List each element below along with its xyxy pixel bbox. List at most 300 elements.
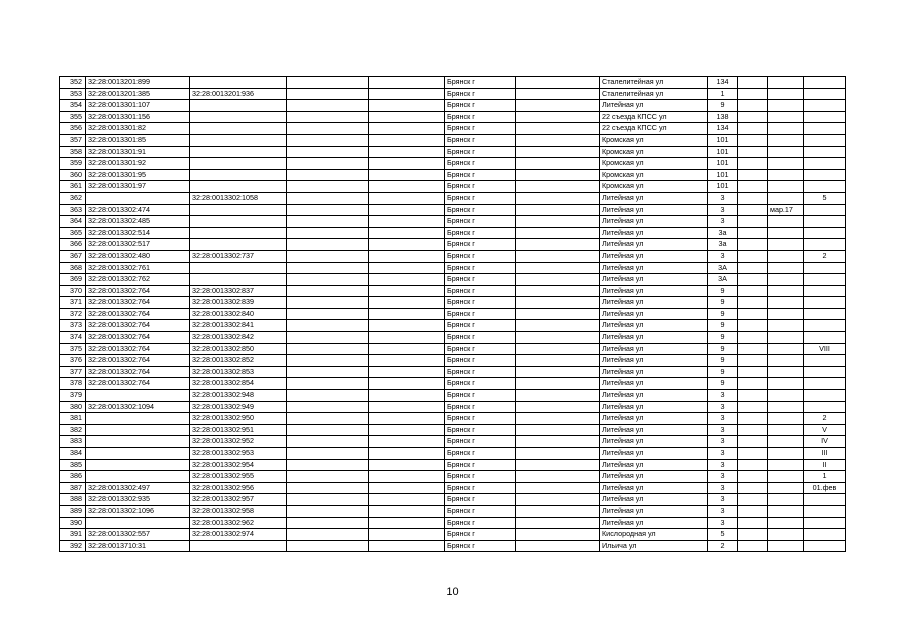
cell-cadastral-number: 32:28:0013302:764 — [86, 297, 190, 309]
cell-col-7 — [516, 355, 600, 367]
cell-cadastral-number: 32:28:0013710:31 — [86, 540, 190, 552]
cell-col-4 — [287, 366, 369, 378]
cell-room-cadastral-number: 32:28:0013302:957 — [190, 494, 287, 506]
cell-col-5 — [369, 285, 445, 297]
cell-col-5 — [369, 297, 445, 309]
cell-city: Брянск г — [445, 262, 516, 274]
cell-col-10 — [738, 285, 768, 297]
cell-col-5 — [369, 401, 445, 413]
cell-room-cadastral-number: 32:28:0013302:956 — [190, 482, 287, 494]
cell-apartment — [804, 517, 846, 529]
cell-room-cadastral-number: 32:28:0013302:853 — [190, 366, 287, 378]
cell-col-5 — [369, 77, 445, 89]
cell-street: Литейная ул — [600, 343, 708, 355]
cell-street: Литейная ул — [600, 192, 708, 204]
cell-apartment — [804, 332, 846, 344]
cell-col-10 — [738, 308, 768, 320]
cell-street: Литейная ул — [600, 250, 708, 262]
page-number: 10 — [446, 586, 459, 598]
cell-city: Брянск г — [445, 355, 516, 367]
cell-city: Брянск г — [445, 88, 516, 100]
cell-col-4 — [287, 100, 369, 112]
cell-cadastral-number: 32:28:0013201:899 — [86, 77, 190, 89]
table-row — [60, 204, 846, 216]
cell-col-11 — [768, 100, 804, 112]
cell-col-7 — [516, 100, 600, 112]
cell-col-7 — [516, 181, 600, 193]
table-row — [60, 100, 846, 112]
cell-city: Брянск г — [445, 239, 516, 251]
cell-room-cadastral-number: 32:28:0013302:737 — [190, 250, 287, 262]
cell-apartment — [804, 100, 846, 112]
cell-row-number: 392 — [60, 540, 86, 552]
cell-room-cadastral-number — [190, 169, 287, 181]
cell-col-5 — [369, 459, 445, 471]
cell-col-11 — [768, 505, 804, 517]
cell-room-cadastral-number — [190, 262, 287, 274]
table-row — [60, 320, 846, 332]
table-row — [60, 308, 846, 320]
cell-col-11 — [768, 529, 804, 541]
cell-house-number: 3 — [708, 204, 738, 216]
cell-row-number: 356 — [60, 123, 86, 135]
cell-col-4 — [287, 517, 369, 529]
cell-col-5 — [369, 262, 445, 274]
table-row — [60, 274, 846, 286]
cell-col-11 — [768, 424, 804, 436]
cell-apartment: 2 — [804, 250, 846, 262]
cell-room-cadastral-number — [190, 158, 287, 170]
cell-row-number: 391 — [60, 529, 86, 541]
cell-house-number: 2 — [708, 540, 738, 552]
cell-room-cadastral-number: 32:28:0013302:949 — [190, 401, 287, 413]
cell-col-7 — [516, 436, 600, 448]
cell-col-10 — [738, 448, 768, 460]
cell-apartment — [804, 77, 846, 89]
cell-col-5 — [369, 250, 445, 262]
cell-street: Литейная ул — [600, 262, 708, 274]
cell-city: Брянск г — [445, 413, 516, 425]
cell-col-4 — [287, 482, 369, 494]
cell-col-10 — [738, 100, 768, 112]
cell-house-number: 3 — [708, 192, 738, 204]
cell-apartment: 5 — [804, 192, 846, 204]
cell-street: Литейная ул — [600, 355, 708, 367]
cell-city: Брянск г — [445, 134, 516, 146]
cell-city: Брянск г — [445, 366, 516, 378]
cell-col-7 — [516, 262, 600, 274]
cell-street: Литейная ул — [600, 401, 708, 413]
cell-house-number: 3 — [708, 250, 738, 262]
cell-cadastral-number: 32:28:0013302:474 — [86, 204, 190, 216]
cell-house-number: 3 — [708, 505, 738, 517]
cell-row-number: 382 — [60, 424, 86, 436]
cell-col-7 — [516, 123, 600, 135]
table-row — [60, 366, 846, 378]
cell-col-4 — [287, 297, 369, 309]
cell-col-5 — [369, 100, 445, 112]
cell-city: Брянск г — [445, 332, 516, 344]
cell-apartment — [804, 274, 846, 286]
cell-house-number: 3 — [708, 459, 738, 471]
cell-cadastral-number: 32:28:0013302:514 — [86, 227, 190, 239]
cell-col-7 — [516, 274, 600, 286]
cell-city: Брянск г — [445, 401, 516, 413]
cell-apartment — [804, 320, 846, 332]
cell-house-number: 134 — [708, 123, 738, 135]
cell-col-10 — [738, 88, 768, 100]
cell-col-5 — [369, 355, 445, 367]
cell-apartment — [804, 366, 846, 378]
cell-house-number: 9 — [708, 332, 738, 344]
cell-col-5 — [369, 239, 445, 251]
table-row — [60, 355, 846, 367]
cell-house-number: 3 — [708, 390, 738, 402]
cell-street: Сталелитейная ул — [600, 77, 708, 89]
cell-col-5 — [369, 320, 445, 332]
cell-house-number: 3 — [708, 216, 738, 228]
cell-col-10 — [738, 332, 768, 344]
cell-col-7 — [516, 378, 600, 390]
cell-cadastral-number: 32:28:0013301:156 — [86, 111, 190, 123]
cell-col-11 — [768, 158, 804, 170]
cell-room-cadastral-number — [190, 216, 287, 228]
cell-cadastral-number — [86, 390, 190, 402]
table-row — [60, 158, 846, 170]
cell-col-7 — [516, 424, 600, 436]
cell-col-5 — [369, 123, 445, 135]
cell-col-7 — [516, 158, 600, 170]
table-row — [60, 378, 846, 390]
table-row — [60, 77, 846, 89]
cell-col-7 — [516, 529, 600, 541]
cell-city: Брянск г — [445, 471, 516, 483]
cell-col-11 — [768, 308, 804, 320]
registry-table-container — [59, 76, 845, 552]
cell-row-number: 385 — [60, 459, 86, 471]
cell-col-4 — [287, 436, 369, 448]
cell-city: Брянск г — [445, 274, 516, 286]
cell-room-cadastral-number — [190, 227, 287, 239]
cell-col-4 — [287, 169, 369, 181]
cell-col-5 — [369, 482, 445, 494]
cell-street: Литейная ул — [600, 482, 708, 494]
cell-col-10 — [738, 111, 768, 123]
cell-col-10 — [738, 505, 768, 517]
cell-city: Брянск г — [445, 77, 516, 89]
cell-cadastral-number — [86, 424, 190, 436]
cell-room-cadastral-number: 32:28:0013302:954 — [190, 459, 287, 471]
cell-col-10 — [738, 517, 768, 529]
cell-city: Брянск г — [445, 482, 516, 494]
cell-row-number: 377 — [60, 366, 86, 378]
cell-col-5 — [369, 366, 445, 378]
cell-house-number: 3а — [708, 227, 738, 239]
cell-col-5 — [369, 134, 445, 146]
cell-apartment — [804, 239, 846, 251]
cell-col-4 — [287, 158, 369, 170]
cell-col-4 — [287, 216, 369, 228]
table-row — [60, 390, 846, 402]
cell-house-number: 3 — [708, 413, 738, 425]
cell-col-11 — [768, 517, 804, 529]
cell-apartment — [804, 123, 846, 135]
cell-row-number: 383 — [60, 436, 86, 448]
cell-house-number: 101 — [708, 181, 738, 193]
cell-col-5 — [369, 390, 445, 402]
cell-col-10 — [738, 227, 768, 239]
cell-col-4 — [287, 471, 369, 483]
cell-city: Брянск г — [445, 308, 516, 320]
cell-street: Кромская ул — [600, 134, 708, 146]
cell-row-number: 355 — [60, 111, 86, 123]
cell-apartment — [804, 285, 846, 297]
cell-col-10 — [738, 366, 768, 378]
cell-apartment — [804, 390, 846, 402]
cell-col-10 — [738, 355, 768, 367]
cell-col-7 — [516, 216, 600, 228]
cell-house-number: 3А — [708, 262, 738, 274]
cell-apartment: 01.фев — [804, 482, 846, 494]
cell-room-cadastral-number: 32:28:0013201:936 — [190, 88, 287, 100]
cell-cadastral-number — [86, 413, 190, 425]
cell-col-11 — [768, 227, 804, 239]
cell-city: Брянск г — [445, 424, 516, 436]
cell-col-7 — [516, 134, 600, 146]
cell-col-7 — [516, 169, 600, 181]
cell-house-number: 9 — [708, 355, 738, 367]
cell-house-number: 5 — [708, 529, 738, 541]
cell-col-10 — [738, 540, 768, 552]
cell-col-4 — [287, 505, 369, 517]
cell-col-4 — [287, 146, 369, 158]
cell-col-10 — [738, 181, 768, 193]
cell-row-number: 366 — [60, 239, 86, 251]
cell-col-7 — [516, 111, 600, 123]
cell-city: Брянск г — [445, 459, 516, 471]
cell-col-4 — [287, 239, 369, 251]
cell-col-5 — [369, 505, 445, 517]
cell-street: Кромская ул — [600, 169, 708, 181]
cell-cadastral-number: 32:28:0013302:497 — [86, 482, 190, 494]
cell-house-number: 3 — [708, 517, 738, 529]
cell-col-5 — [369, 448, 445, 460]
cell-row-number: 373 — [60, 320, 86, 332]
cell-col-7 — [516, 482, 600, 494]
cell-col-10 — [738, 123, 768, 135]
cell-col-4 — [287, 111, 369, 123]
cell-cadastral-number: 32:28:0013301:92 — [86, 158, 190, 170]
cell-col-4 — [287, 494, 369, 506]
cell-apartment — [804, 494, 846, 506]
table-row — [60, 123, 846, 135]
table-row — [60, 482, 846, 494]
cell-col-4 — [287, 448, 369, 460]
cell-cadastral-number: 32:28:0013302:557 — [86, 529, 190, 541]
cell-apartment: IV — [804, 436, 846, 448]
cell-city: Брянск г — [445, 297, 516, 309]
cell-apartment — [804, 297, 846, 309]
cell-room-cadastral-number: 32:28:0013302:840 — [190, 308, 287, 320]
cell-col-7 — [516, 505, 600, 517]
cell-apartment — [804, 169, 846, 181]
cell-street: 22 съезда КПСС ул — [600, 111, 708, 123]
cell-street: Литейная ул — [600, 297, 708, 309]
cell-apartment — [804, 216, 846, 228]
table-row — [60, 285, 846, 297]
table-row — [60, 111, 846, 123]
cell-room-cadastral-number: 32:28:0013302:974 — [190, 529, 287, 541]
table-row — [60, 343, 846, 355]
cell-house-number: 101 — [708, 169, 738, 181]
cell-cadastral-number — [86, 517, 190, 529]
cell-city: Брянск г — [445, 320, 516, 332]
cell-col-7 — [516, 204, 600, 216]
cell-col-10 — [738, 471, 768, 483]
cell-street: Литейная ул — [600, 517, 708, 529]
cell-apartment — [804, 227, 846, 239]
cell-col-4 — [287, 192, 369, 204]
cell-row-number: 362 — [60, 192, 86, 204]
cell-room-cadastral-number — [190, 100, 287, 112]
cell-city: Брянск г — [445, 181, 516, 193]
cell-street: Литейная ул — [600, 204, 708, 216]
cell-col-4 — [287, 378, 369, 390]
cell-room-cadastral-number: 32:28:0013302:948 — [190, 390, 287, 402]
cell-col-10 — [738, 459, 768, 471]
cell-col-4 — [287, 123, 369, 135]
table-row — [60, 181, 846, 193]
cell-row-number: 372 — [60, 308, 86, 320]
cell-col-4 — [287, 88, 369, 100]
cell-house-number: 3 — [708, 494, 738, 506]
cell-room-cadastral-number: 32:28:0013302:1058 — [190, 192, 287, 204]
cell-room-cadastral-number: 32:28:0013302:837 — [190, 285, 287, 297]
cell-col-11 — [768, 343, 804, 355]
cell-house-number: 134 — [708, 77, 738, 89]
cell-col-4 — [287, 285, 369, 297]
table-row — [60, 540, 846, 552]
cell-col-11 — [768, 413, 804, 425]
cell-row-number: 375 — [60, 343, 86, 355]
cell-col-10 — [738, 216, 768, 228]
cell-city: Брянск г — [445, 227, 516, 239]
cell-col-11 — [768, 274, 804, 286]
cell-apartment — [804, 378, 846, 390]
cell-street: Литейная ул — [600, 448, 708, 460]
cell-col-7 — [516, 332, 600, 344]
cell-house-number: 101 — [708, 158, 738, 170]
cell-room-cadastral-number: 32:28:0013302:852 — [190, 355, 287, 367]
cell-col-5 — [369, 517, 445, 529]
cell-cadastral-number: 32:28:0013201:385 — [86, 88, 190, 100]
cell-col-10 — [738, 297, 768, 309]
cell-col-4 — [287, 332, 369, 344]
cell-col-11 — [768, 77, 804, 89]
cell-apartment — [804, 355, 846, 367]
cell-apartment — [804, 134, 846, 146]
cell-room-cadastral-number — [190, 540, 287, 552]
cell-city: Брянск г — [445, 285, 516, 297]
cell-street: Литейная ул — [600, 239, 708, 251]
cell-cadastral-number: 32:28:0013301:82 — [86, 123, 190, 135]
cell-row-number: 364 — [60, 216, 86, 228]
cell-cadastral-number: 32:28:0013302:764 — [86, 343, 190, 355]
cell-col-4 — [287, 413, 369, 425]
cell-col-11 — [768, 390, 804, 402]
cell-cadastral-number: 32:28:0013302:764 — [86, 285, 190, 297]
cell-street: Сталелитейная ул — [600, 88, 708, 100]
cell-col-5 — [369, 424, 445, 436]
cell-col-10 — [738, 158, 768, 170]
cell-col-11 — [768, 123, 804, 135]
cell-col-10 — [738, 250, 768, 262]
table-row — [60, 169, 846, 181]
cell-house-number: 138 — [708, 111, 738, 123]
cell-cadastral-number: 32:28:0013302:764 — [86, 355, 190, 367]
cell-house-number: 9 — [708, 297, 738, 309]
cell-row-number: 378 — [60, 378, 86, 390]
cell-cadastral-number: 32:28:0013301:85 — [86, 134, 190, 146]
cell-row-number: 353 — [60, 88, 86, 100]
table-row — [60, 505, 846, 517]
cell-col-4 — [287, 181, 369, 193]
cell-cadastral-number — [86, 471, 190, 483]
cell-city: Брянск г — [445, 169, 516, 181]
cell-col-10 — [738, 378, 768, 390]
cell-col-4 — [287, 77, 369, 89]
table-row — [60, 239, 846, 251]
cell-house-number: 9 — [708, 285, 738, 297]
cell-row-number: 388 — [60, 494, 86, 506]
cell-city: Брянск г — [445, 111, 516, 123]
cell-house-number: 3 — [708, 436, 738, 448]
cell-row-number: 361 — [60, 181, 86, 193]
cell-city: Брянск г — [445, 100, 516, 112]
table-body — [60, 77, 846, 552]
cell-street: Литейная ул — [600, 494, 708, 506]
table-row — [60, 471, 846, 483]
cell-col-5 — [369, 146, 445, 158]
table-row — [60, 494, 846, 506]
cell-house-number: 3 — [708, 482, 738, 494]
cell-col-10 — [738, 192, 768, 204]
cell-cadastral-number: 32:28:0013302:517 — [86, 239, 190, 251]
cell-col-5 — [369, 158, 445, 170]
cell-room-cadastral-number: 32:28:0013302:958 — [190, 505, 287, 517]
cell-col-4 — [287, 355, 369, 367]
cell-row-number: 379 — [60, 390, 86, 402]
cell-apartment — [804, 505, 846, 517]
table-row — [60, 517, 846, 529]
cell-col-11 — [768, 355, 804, 367]
cell-row-number: 368 — [60, 262, 86, 274]
cell-city: Брянск г — [445, 123, 516, 135]
cell-street: Литейная ул — [600, 366, 708, 378]
cell-col-7 — [516, 366, 600, 378]
cell-house-number: 9 — [708, 320, 738, 332]
cell-city: Брянск г — [445, 448, 516, 460]
cell-room-cadastral-number: 32:28:0013302:951 — [190, 424, 287, 436]
cell-street: Литейная ул — [600, 332, 708, 344]
cell-city: Брянск г — [445, 250, 516, 262]
cell-col-11: мар.17 — [768, 204, 804, 216]
cell-apartment — [804, 308, 846, 320]
cell-col-11 — [768, 169, 804, 181]
cell-apartment — [804, 262, 846, 274]
cell-house-number: 3 — [708, 471, 738, 483]
cell-street: Кромская ул — [600, 158, 708, 170]
